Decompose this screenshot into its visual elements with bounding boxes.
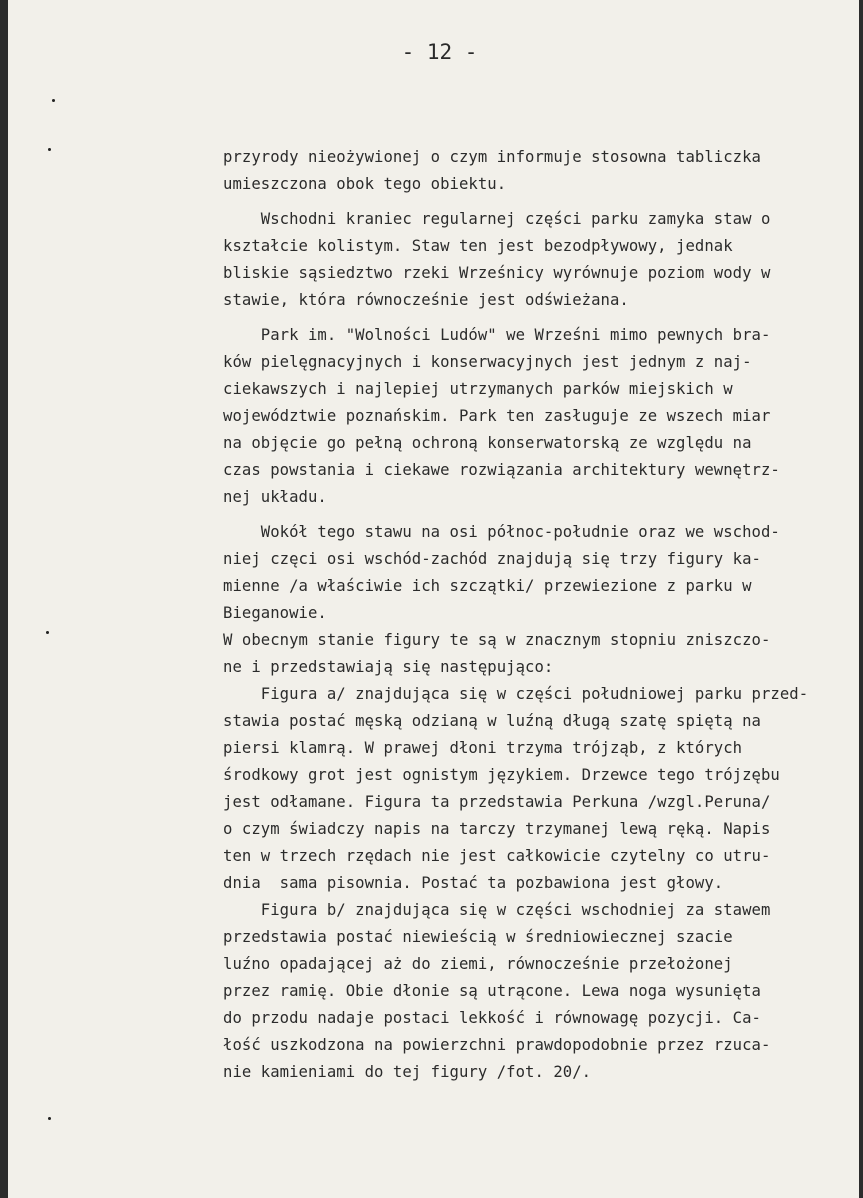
text-line: ciekawszych i najlepiej utrzymanych parków miejskich w <box>223 380 733 398</box>
text-line: jest odłamane. Figura ta przedstawia Perkuna /wzgl.Peruna/ <box>223 793 771 811</box>
paragraph <box>223 144 853 198</box>
text-line: środkowy grot jest ognistym językiem. Drzewce tego trójzębu <box>223 766 780 784</box>
document-body <box>223 144 853 1086</box>
text-line: Park im. "Wolności Ludów" we Wrześni mimo pewnych bra- <box>223 326 771 344</box>
text-line: Figura a/ znajdująca się w części południowej parku przed- <box>223 685 809 703</box>
text-line: W obecnym stanie figury te są w znacznym stopniu zniszczo- <box>223 631 771 649</box>
margin-mark <box>46 631 49 634</box>
text-line: Wschodni kraniec regularnej części parku zamyka staw o <box>223 210 771 228</box>
text-line: ten w trzech rzędach nie jest całkowicie czytelny co utru- <box>223 847 771 865</box>
margin-mark <box>52 99 55 102</box>
text-line: czas powstania i ciekawe rozwiązania architektury wewnętrz- <box>223 461 780 479</box>
text-line: województwie poznańskim. Park ten zasługuje ze wszech miar <box>223 407 771 425</box>
margin-mark <box>48 1117 51 1120</box>
text-line: umieszczona obok tego obiektu. <box>223 175 507 193</box>
text-line: luźno opadającej aż do ziemi, równocześnie przełożonej <box>223 955 733 973</box>
paragraph <box>223 206 853 314</box>
text-line: nej układu. <box>223 488 327 506</box>
text-line: nie kamieniami do tej figury /fot. 20/. <box>223 1063 592 1081</box>
text-line: stawia postać męską odzianą w luźną długą szatę spiętą na <box>223 712 761 730</box>
text-line: przedstawia postać niewieścią w średniowiecznej szacie <box>223 928 733 946</box>
text-line: stawie, która równocześnie jest odświeżana. <box>223 291 629 309</box>
text-line: kształcie kolistym. Staw ten jest bezodpływowy, jednak <box>223 237 733 255</box>
text-line: niej częci osi wschód-zachód znajdują się trzy figury ka- <box>223 550 761 568</box>
page-number: - 12 - <box>401 40 478 64</box>
text-line: o czym świadczy napis na tarczy trzymanej lewą ręką. Napis <box>223 820 771 838</box>
text-line: Wokół tego stawu na osi północ-południe oraz we wschod- <box>223 523 780 541</box>
text-line: mienne /a właściwie ich szczątki/ przewiezione z parku w <box>223 577 752 595</box>
text-line: łość uszkodzona na powierzchni prawdopodobnie przez rzuca- <box>223 1036 771 1054</box>
text-line: przez ramię. Obie dłonie są utrącone. Lewa noga wysunięta <box>223 982 761 1000</box>
text-line: Figura b/ znajdująca się w części wschodniej za stawem <box>223 901 771 919</box>
text-line: ków pielęgnacyjnych i konserwacyjnych jest jednym z naj- <box>223 353 752 371</box>
paragraph <box>223 322 853 511</box>
text-line: przyrody nieożywionej o czym informuje stosowna tabliczka <box>223 148 761 166</box>
paragraph-gap <box>223 314 853 322</box>
text-line: bliskie sąsiedztwo rzeki Wrześnicy wyrównuje poziom wody w <box>223 264 771 282</box>
text-line: Bieganowie. <box>223 604 327 622</box>
paragraph <box>223 519 853 1086</box>
text-line: do przodu nadaje postaci lekkość i równowagę pozycji. Ca- <box>223 1009 761 1027</box>
paragraph-gap <box>223 511 853 519</box>
text-line: dnia sama pisownia. Postać ta pozbawiona jest głowy. <box>223 874 724 892</box>
text-line: ne i przedstawiają się następująco: <box>223 658 554 676</box>
paragraph-gap <box>223 198 853 206</box>
margin-mark <box>48 148 51 151</box>
text-line: na objęcie go pełną ochroną konserwatorską ze względu na <box>223 434 752 452</box>
text-line: piersi klamrą. W prawej dłoni trzyma trójząb, z których <box>223 739 743 757</box>
